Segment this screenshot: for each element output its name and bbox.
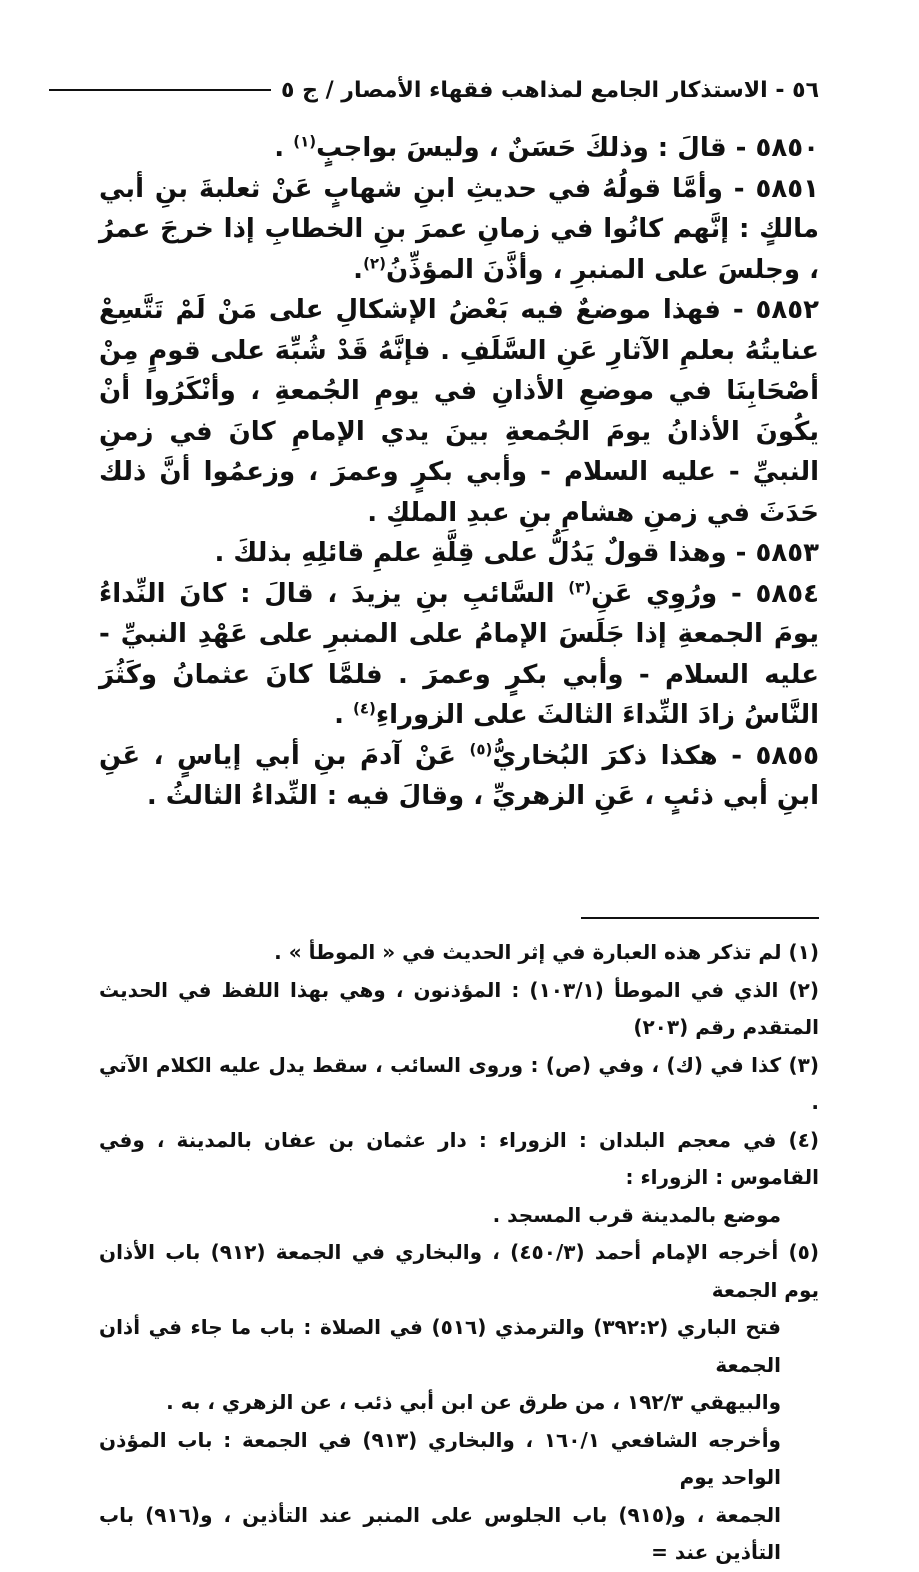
footnote-separator <box>581 917 819 919</box>
paragraph-tail: السَّائبِ بنِ يزيدَ ، قالَ : كانَ النِّداءُ يومَ الجمعةِ إذا جَلَسَ الإمامُ على المنبرِ على عَهْدِ النبيِّ - عليه السلام - وأبي بكرٍ وعمرَ . فلمَّا كانَ عثمانُ وكَثُرَ النَّاسُ زادَ النِّداءَ الثالثَ على الزوراءِ <box>99 578 819 730</box>
paragraph-tail: عَنْ آدمَ بنِ أبي إياسٍ ، عَنِ ابنِ أبي ذئبٍ ، عَنِ الزهريِّ ، وقالَ فيه : النِّداءُ الثالثُ . <box>99 740 819 811</box>
paragraph-tail: . <box>274 133 294 163</box>
footnote-4-continued: موضع بالمدينة قرب المسجد . <box>492 1202 781 1227</box>
paragraph-5854 <box>99 574 819 736</box>
header-rule <box>49 89 271 91</box>
paragraph-text: - ورُوِي عَنِ <box>591 578 756 609</box>
paragraph-number: ٥٨٥٠ <box>755 133 819 163</box>
footnote-ref: (٥) <box>469 739 493 758</box>
paragraph-number: ٥٨٥٤ <box>755 578 819 609</box>
paragraph-5851 <box>99 169 819 291</box>
paragraph-5850 <box>99 128 819 169</box>
footnote-ref: (٣) <box>568 577 592 596</box>
footnote-ref: (٢) <box>363 253 386 272</box>
paragraph-tail: . <box>334 700 353 730</box>
paragraph-5855 <box>99 736 819 817</box>
paragraph-text: - وأمَّا قولُهُ في حديثِ ابنِ شهابٍ عَنْ ثعلبةَ بنِ أبي مالكٍ : إنَّهم كانُوا في زمانِ عمرَ بنِ الخطابِ إذا خرجَ عمرُ ، وجلسَ على المنبرِ ، وأذَّنَ المؤذِّنُ <box>99 173 819 285</box>
paragraph-number: ٥٨٥١ <box>755 173 819 204</box>
footnote-5-extra-continued: الجمعة ، و(٩١٥) باب الجلوس على المنبر عند التأذين ، و(٩١٦) باب التأذين عند = <box>99 1502 781 1564</box>
footnote-ref: (١) <box>293 132 317 151</box>
paragraph-5852 <box>99 290 819 533</box>
footnote-5-continued: والبيهقي ١٩٢/٣ ، من طرق عن ابن أبي ذئب ، عن الزهري ، به . <box>166 1390 781 1414</box>
paragraph-text: - قالَ : وذلكَ حَسَنٌ ، وليسَ بواجبٍ <box>316 133 756 163</box>
paragraph-text: - فهذا موضعٌ فيه بَعْضُ الإشكالِ على مَنْ لَمْ تَتَّسِعْ عنايتُهُ بعلمِ الآثارِ عَنِ السَّلَفِ . فإنَّهُ قَدْ شُبِّهَ على قومٍ مِنْ أصْحَابِنَا في موضعِ الأذانِ في يومِ الجُمعةِ ، وأنْكَرُوا أنْ يكُونَ الأذانُ يومَ الجُمعةِ بينَ يدي الإمامِ كانَ في زمنِ النبيِّ - عليه السلام - وأبي بكرٍ وعمرَ ، وزعمُوا أنَّ ذلك حَدَثَ في زمنِ هشامِ بنِ عبدِ الملكِ . <box>99 295 819 528</box>
paragraph-text: - وهذا قولٌ يَدُلُّ على قِلَّةِ علمِ قائلِهِ بذلكَ . <box>214 538 756 568</box>
paragraph-5853 <box>99 533 819 574</box>
footnote-5: (٥) أخرجه الإمام أحمد (٤٥٠/٣) ، والبخاري في الجمعة (٩١٢) باب الأذان يوم الجمعة <box>99 1240 820 1302</box>
paragraph-number: ٥٨٥٣ <box>755 538 819 568</box>
footnote-3: (٣) كذا في (ك) ، وفي (ص) : وروى السائب ، سقط يدل عليه الكلام الآتي . <box>99 1052 819 1114</box>
footnote-1: (١) لم تذكر هذه العبارة في إثر الحديث في « الموطأ » . <box>274 940 819 964</box>
footnote-ref: (٤) <box>353 699 376 718</box>
footnote-2: (٢) الذي في الموطأ (١٠٣/١) : المؤذنون ، وهي بهذا اللفظ في الحديث المتقدم رقم (٢٠٣) <box>99 977 819 1039</box>
footnotes <box>99 934 819 1572</box>
running-title: ٥٦ - الاستذكار الجامع لمذاهب فقهاء الأمصار / ج ٥ <box>280 77 819 103</box>
page-header <box>49 70 819 110</box>
footnote-4: (٤) في معجم البلدان : الزوراء : دار عثمان بن عفان بالمدينة ، وفي القاموس : الزوراء : <box>99 1127 819 1189</box>
paragraph-number: ٥٨٥٢ <box>755 295 819 325</box>
main-text <box>99 128 819 817</box>
footnote-5-extra: وأخرجه الشافعي ١٦٠/١ ، والبخاري (٩١٣) في الجمعة : باب المؤذن الواحد يوم <box>99 1427 781 1489</box>
paragraph-text: - هكذا ذكرَ البُخاريُّ <box>492 740 756 771</box>
paragraph-number: ٥٨٥٥ <box>755 740 819 771</box>
paragraph-tail: . <box>353 254 364 285</box>
footnote-5-continued: فتح الباري (٣٩٢:٢) والترمذي (٥١٦) في الصلاة : باب ما جاء في أذان الجمعة <box>99 1315 782 1377</box>
